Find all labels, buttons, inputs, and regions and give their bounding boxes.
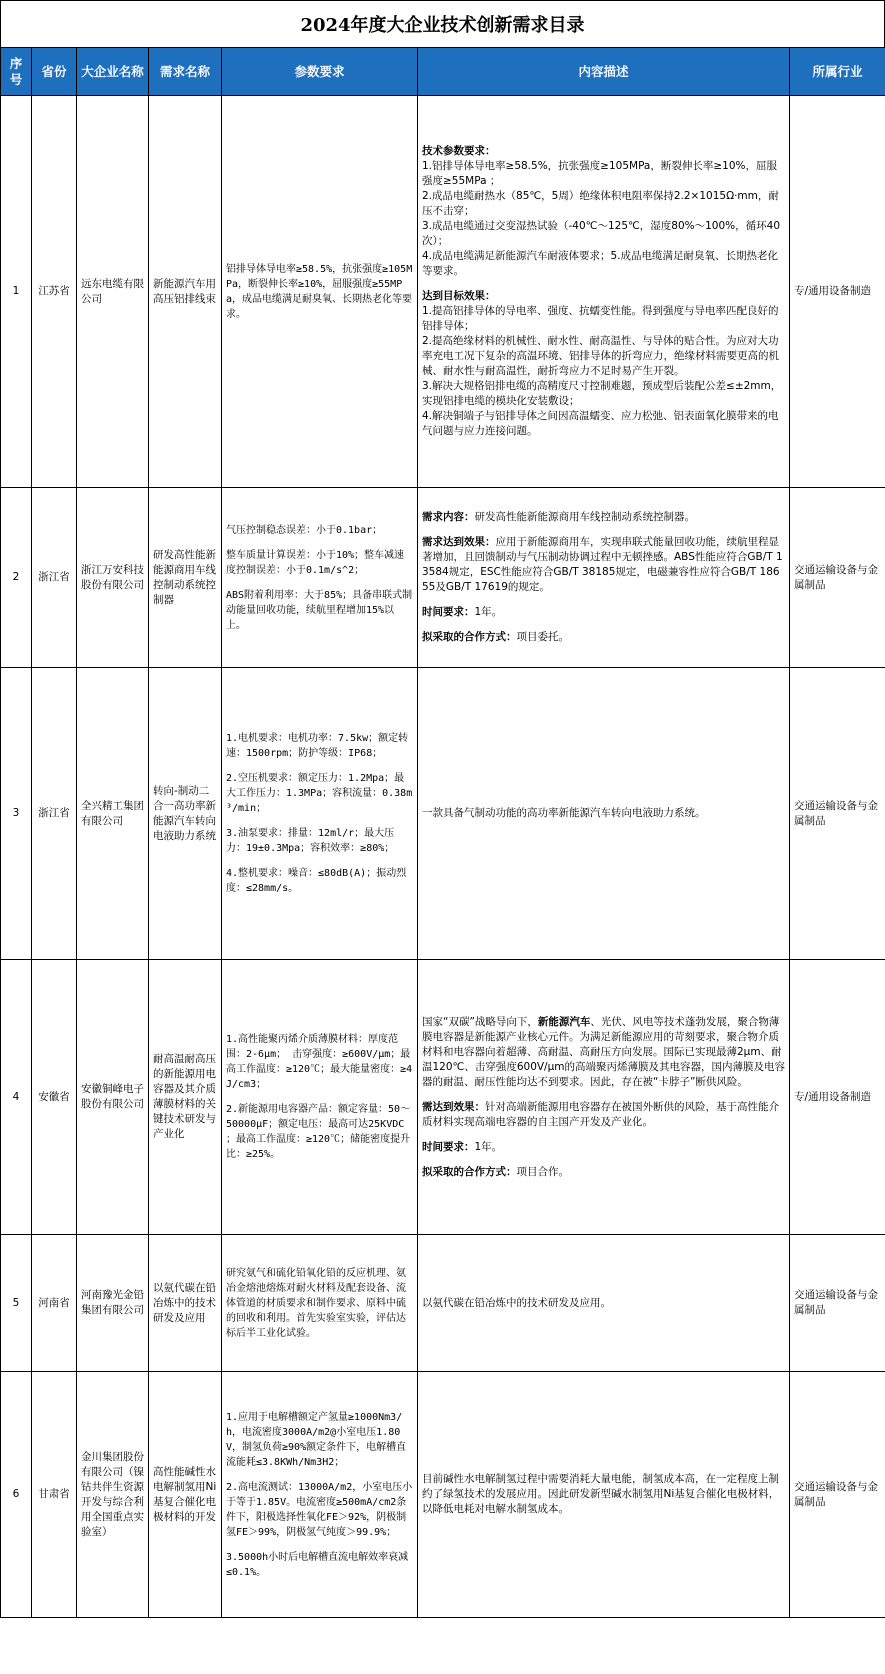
cell-industry: 交通运输设备与金属制品	[790, 1235, 885, 1372]
cell-content	[418, 1235, 790, 1372]
cell-company: 全兴精工集团有限公司	[77, 668, 149, 960]
header-demand: 需求名称	[149, 48, 222, 96]
content-paragraph	[422, 1100, 785, 1130]
spacer	[226, 761, 413, 771]
content-paragraph	[422, 1015, 785, 1090]
cell-province: 浙江省	[32, 488, 77, 668]
param-line: 气压控制稳态误差：小于0.1bar；	[226, 524, 383, 536]
content-paragraph	[422, 159, 785, 189]
content-text: 3.解决大规格铝排电缆的高精度尺寸控制难题，预成型后装配公差≤±2mm，实现铝排电缆的模块化安装敷设；	[422, 380, 782, 407]
content-text: 2.成品电缆耐热水（85℃，5周）绝缘体积电阻率保持2.2×1015Ω·mm，耐压不击穿；	[422, 190, 779, 217]
spacer	[226, 816, 413, 826]
cell-content	[418, 960, 790, 1235]
spacer	[422, 595, 785, 605]
param-line: 2.高电流测试：13000A/m2，小室电压小于等于1.85V。电流密度≥500mA/cm2条件下，阳极选择性氧化FE＞92%，阴极制氢FE＞99%，阴极氢气纯度＞99.9%；	[226, 1481, 413, 1538]
cell-industry: 专/通用设备制造	[790, 96, 885, 488]
content-paragraph	[422, 806, 785, 821]
cell-demand: 耐高温耐高压的新能源用电容器及其介质薄膜材料的关键技术研发与产业化	[149, 960, 222, 1235]
cell-content	[418, 488, 790, 668]
content-text: 、光伏、风电等技术蓬勃发展，聚合物薄膜电容器是新能源产业核心元件。为满足新能源应用的苛刻要求，聚合物介质材料和电容器向着超薄、高耐温、高耐压方向发展。国际已实现最薄2μm、耐温120℃、击穿强度600V/μm的高端聚丙烯薄膜及其电容器，国内薄膜及电容器的耐温、耐压性能均达不到要求。因此，存在被“卡脖子”断供风险。	[422, 1015, 786, 1088]
content-paragraph	[422, 334, 785, 379]
cell-no: 6	[1, 1372, 32, 1618]
demand-table	[0, 47, 885, 1618]
content-heading: 拟采取的合作方式：	[422, 1165, 517, 1178]
table-row	[1, 488, 885, 668]
content-paragraph	[422, 144, 785, 159]
spacer	[226, 856, 413, 866]
content-text: 应用于新能源商用车，实现串联式能量回收功能，续航里程显著增加，且回馈制动与气压制动协调过程中无顿挫感。ABS性能应符合GB/T 13584规定，ESC性能应符合GB/T 38185规定，电磁兼容性应符合GB/T 18655及GB/T 17619的规定。	[422, 536, 783, 593]
cell-demand: 高性能碱性水电解制氢用Ni基复合催化电极材料的开发	[149, 1372, 222, 1618]
content-heading: 达到目标效果：	[422, 290, 496, 302]
cell-params	[222, 1235, 418, 1372]
content-text: 项目委托。	[516, 631, 569, 643]
cell-province: 河南省	[32, 1235, 77, 1372]
param-line: 1.电机要求：电机功率：7.5kw；额定转速：1500rpm；防护等级：IP68；	[226, 733, 409, 759]
cell-params	[222, 960, 418, 1235]
cell-params	[222, 1372, 418, 1618]
param-line: 2.新能源用电容器产品：额定容量：50～50000μF；额定电压：最高可达25KVDC ；最高工作温度：≥120℃；储能密度提升比：≥25%。	[226, 1104, 411, 1160]
spacer	[226, 578, 413, 588]
cell-province: 浙江省	[32, 668, 77, 960]
header-content: 内容描述	[418, 48, 790, 96]
cell-params	[222, 488, 418, 668]
cell-industry: 专/通用设备制造	[790, 960, 885, 1235]
content-heading: 时间要求：	[422, 606, 475, 618]
param-line: 1.高性能聚丙烯介质薄膜材料：厚度范围：2-6μm； 击穿强度：≥600V/μm；最高工作温度：≥120℃；最大能量密度：≥4 J/cm3；	[226, 1034, 413, 1090]
content-paragraph	[422, 510, 785, 525]
content-paragraph	[422, 249, 785, 279]
content-text: 1.提高铝排导体的导电率、强度、抗蠕变性能。得到强度与导电率匹配良好的铝排导体；	[422, 305, 779, 332]
cell-industry: 交通运输设备与金属制品	[790, 1372, 885, 1618]
content-paragraph	[422, 535, 785, 595]
param-line: 研究氨气和硫化铅氧化铅的反应机理、氨冶金熔池熔炼对耐火材料及配套设备、流体管道的材质要求和制作要求、原料中硫的回收和利用。首先实验室实验，评估达标后半工业化试验。	[226, 1267, 406, 1339]
content-paragraph	[422, 219, 785, 249]
content-heading: 需达到效果：	[422, 1100, 485, 1113]
content-text: 研发高性能新能源商用车线控制动系统控制器。	[474, 511, 695, 523]
param-line: ABS附着利用率：大于85%；具备串联式制动能量回收功能，续航里程增加15%以上。	[226, 589, 413, 631]
header-company: 大企业名称	[77, 48, 149, 96]
cell-company: 安徽铜峰电子股份有限公司	[77, 960, 149, 1235]
cell-params	[222, 96, 418, 488]
content-paragraph	[422, 1140, 785, 1155]
param-line: 3.5000h小时后电解槽直流电解效率衰减≤0.1%。	[226, 1551, 409, 1578]
content-heading: 拟采取的合作方式：	[422, 631, 517, 643]
spacer	[422, 279, 785, 289]
content-heading: 需求内容：	[422, 511, 475, 523]
cell-province: 甘肃省	[32, 1372, 77, 1618]
content-paragraph	[422, 1296, 785, 1311]
param-line: 铝排导体导电率≥58.5%，抗张强度≥105MPa，断裂伸长率≥10%，屈服强度≥55MPa，成品电缆满足耐臭氧、长期热老化等要求。	[226, 263, 413, 320]
header-params: 参数要求	[222, 48, 418, 96]
cell-params	[222, 668, 418, 960]
content-paragraph	[422, 289, 785, 304]
param-line: 整车质量计算误差：小于10%；整车减速度控制误差：小于0.1m/s^2；	[226, 549, 405, 576]
cell-company: 金川集团股份有限公司（镍钴共伴生资源开发与综合利用全国重点实验室）	[77, 1372, 149, 1618]
content-paragraph	[422, 379, 785, 409]
content-text: 针对高端新能源用电容器存在被国外断供的风险，基于高性能介质材料实现高端电容器的自主国产开发及产业化。	[422, 1100, 779, 1128]
content-heading: 时间要求：	[422, 1140, 475, 1153]
cell-no: 4	[1, 960, 32, 1235]
content-text: 2.提高绝缘材料的机械性、耐水性、耐高温性、与导体的贴合性。为应对大功率充电工况下复杂的高温环境、铝排导体的折弯应力，绝缘材料需要更高的机械、耐水性与耐高温性，耐折弯应力不足时易产生开裂。	[422, 335, 779, 377]
cell-industry: 交通运输设备与金属制品	[790, 668, 885, 960]
cell-no: 5	[1, 1235, 32, 1372]
spacer	[226, 1470, 413, 1480]
spacer	[226, 1540, 413, 1550]
cell-demand: 以氨代碳在铅冶炼中的技术研发及应用	[149, 1235, 222, 1372]
spacer	[422, 1155, 785, 1165]
content-text: 项目合作。	[516, 1165, 569, 1178]
content-paragraph	[422, 1472, 785, 1517]
content-heading: 技术参数要求：	[422, 145, 496, 157]
table-row	[1, 668, 885, 960]
content-paragraph	[422, 304, 785, 334]
content-text: 目前碱性水电解制氢过程中需要消耗大量电能，制氢成本高，在一定程度上制约了绿氢技术的发展应用。因此研发新型碱水制氢用Ni基复合催化电极材料，以降低电耗对电解水制氢成本。	[422, 1473, 780, 1515]
spacer	[226, 538, 413, 548]
content-text: 3.成品电缆通过交变湿热试验（-40℃～125℃，湿度80%～100%，循环40次）；	[422, 220, 781, 247]
table-row	[1, 960, 885, 1235]
content-text: 1年。	[474, 1140, 503, 1153]
content-text: 国家“双碳”战略导向下，	[422, 1015, 538, 1028]
header-no: 序号	[1, 48, 32, 96]
content-paragraph	[422, 605, 785, 620]
content-text: 1.铝排导体导电率≥58.5%，抗张强度≥105MPa，断裂伸长率≥10%，屈服强度≥55MPa ；	[422, 160, 777, 187]
content-emphasis: 新能源汽车	[537, 1015, 591, 1028]
cell-province: 安徽省	[32, 960, 77, 1235]
cell-content	[418, 96, 790, 488]
cell-demand: 转向-制动二合一高功率新能源汽车转向电液助力系统	[149, 668, 222, 960]
page-title: 2024年度大企业技术创新需求目录	[0, 0, 885, 48]
header-industry: 所属行业	[790, 48, 885, 96]
spacer	[226, 1092, 413, 1102]
param-line: 3.油泵要求：排量：12ml/r；最大压力：19±0.3Mpa；容积效率：≥80%；	[226, 828, 395, 854]
cell-no: 3	[1, 668, 32, 960]
cell-no: 2	[1, 488, 32, 668]
header-row	[1, 48, 885, 96]
cell-company: 远东电缆有限公司	[77, 96, 149, 488]
cell-company: 浙江万安科技股份有限公司	[77, 488, 149, 668]
content-paragraph	[422, 409, 785, 439]
cell-content	[418, 1372, 790, 1618]
spacer	[422, 1130, 785, 1140]
table-row	[1, 96, 885, 488]
cell-no: 1	[1, 96, 32, 488]
content-paragraph	[422, 630, 785, 645]
content-text: 4.解决铜端子与铝排导体之间因高温蠕变、应力松弛、铝表面氧化膜带来的电气问题与应力连接问题。	[422, 410, 779, 437]
table-row	[1, 1235, 885, 1372]
spacer	[422, 1090, 785, 1100]
cell-industry: 交通运输设备与金属制品	[790, 488, 885, 668]
cell-company: 河南豫光金铅集团有限公司	[77, 1235, 149, 1372]
cell-province: 江苏省	[32, 96, 77, 488]
content-paragraph	[422, 189, 785, 219]
table-row	[1, 1372, 885, 1618]
spacer	[422, 525, 785, 535]
param-line: 2.空压机要求：额定压力：1.2Mpa；最大工作压力：1.3MPa；容积流量：0.38m³/min；	[226, 773, 413, 814]
content-text: 以氨代碳在铅冶炼中的技术研发及应用。	[422, 1296, 611, 1309]
param-line: 1.应用于电解槽额定产氢量≥1000Nm3/h，电流密度3000A/m2@小室电压1.80V，制氢负荷≥90%额定条件下，电解槽直流能耗≤3.8KWh/Nm3H2；	[226, 1411, 407, 1468]
spacer	[422, 620, 785, 630]
cell-demand: 研发高性能新能源商用车线控制动系统控制器	[149, 488, 222, 668]
param-line: 4.整机要求：噪音：≤80dB(A)；振动烈度：≤28mm/s。	[226, 868, 407, 894]
cell-demand: 新能源汽车用高压铝排线束	[149, 96, 222, 488]
content-text: 1年。	[474, 606, 503, 618]
content-text: 4.成品电缆满足新能源汽车耐液体要求；5.成品电缆满足耐臭氧、长期热老化等要求。	[422, 250, 779, 277]
header-province: 省份	[32, 48, 77, 96]
content-text: 一款具备气制动功能的高功率新能源汽车转向电液助力系统。	[422, 807, 706, 819]
table-body	[1, 96, 885, 1618]
cell-content	[418, 668, 790, 960]
content-heading: 需求达到效果：	[422, 536, 496, 548]
content-paragraph	[422, 1165, 785, 1180]
